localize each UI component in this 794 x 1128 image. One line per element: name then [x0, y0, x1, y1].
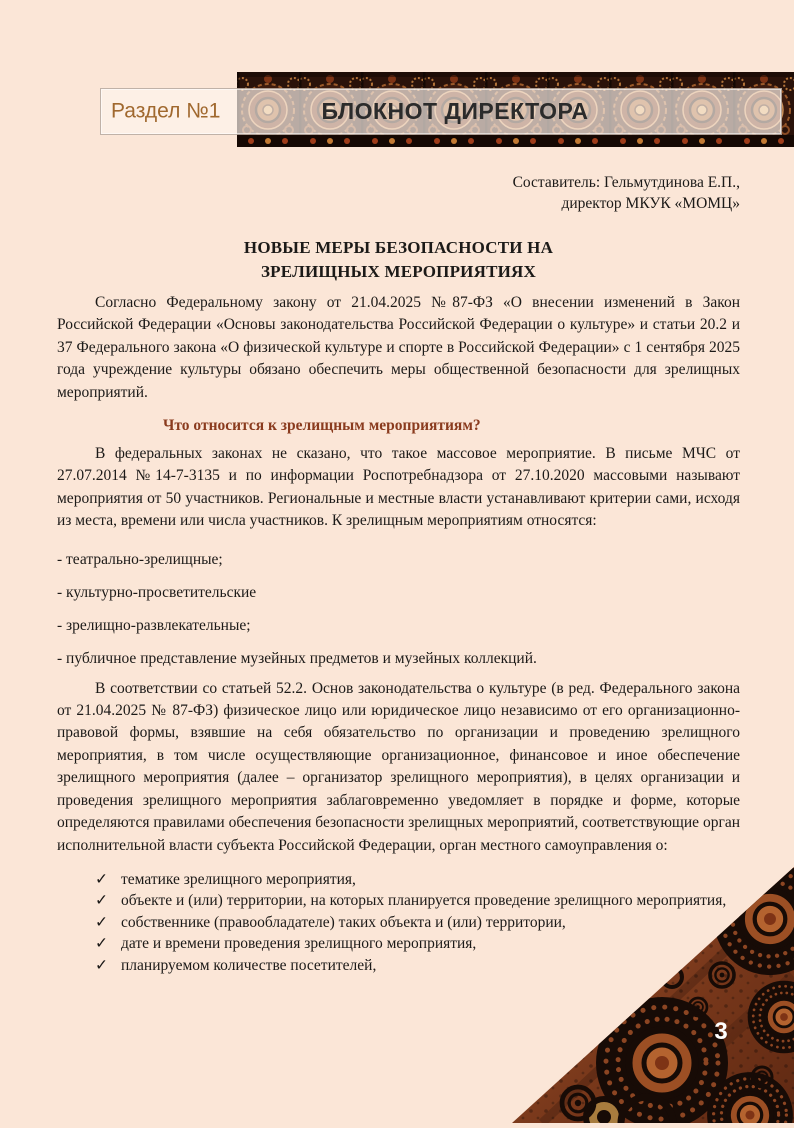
paragraph: В соответствии со статьей 52.2. Основ законодательства о культуре (в ред. Федерального закона от 21.04.2025 № 87-ФЗ) физическое лицо или юридическое лицо независимо от его организационно-правовой формы, взявшие на себя обязательство по организации и проведению зрелищного мероприятия, в том числе осуществляющие организационное, финансовое и иное обеспечение зрелищного мероприятия (далее – организатор зрелищного мероприятия), в целях организации и проведения зрелищного мероприятия заблаговременно уведомляет в порядке и форме, которые определяются правилами обеспечения безопасности зрелищных мероприятий, соответствующие орган исполнительной власти субъекта Российской Федерации, орган местного самоуправления о: — [57, 679, 740, 854]
paragraph: В федеральных законах не сказано, что такое массовое мероприятие. В письме МЧС от 27.07.2014 №14-7-3135 и по информации Роспотребнадзора от 27.10.2020 массовыми называют мероприятия от 50 участников. Региональные и местные власти устанавливают критерии сами, исходя из места, времени или числа участников. К зрелищным мероприятиям относятся: — [57, 445, 740, 530]
list-item-text: объекте и (или) территории, на которых планируется проведение зрелищного мероприятия, — [121, 892, 727, 910]
byline — [57, 172, 740, 214]
byline-line: Составитель: Гельмутдинова Е.П., — [512, 174, 740, 191]
paragraph: Согласно Федеральному закону от 21.04.2025 №87-ФЗ «О внесении изменений в Закон Российской Федерации «Основы законодательства Российской Федерации о культуре» и статьи 20.2 и 37 Федерального закона «О физической культуре и спорте в Российской Федерации» с 1 сентября 2025 года учреждение культуры обязано обеспечить меры общественной безопасности для зрелищных мероприятий. — [57, 294, 740, 401]
byline-line: директор МКУК «МОМЦ» — [561, 195, 740, 212]
page-title: БЛОКНОТ ДИРЕКТОРА — [321, 97, 589, 124]
section-label: Раздел №1 — [111, 99, 221, 123]
ornament-corner-image — [512, 867, 794, 1123]
list-item-text: тематике зрелищного мероприятия, — [121, 870, 356, 888]
list-item-text: дате и времени проведения зрелищного мероприятия, — [121, 935, 477, 953]
check-icon: ✓ — [95, 891, 108, 910]
check-icon: ✓ — [95, 912, 108, 931]
subheading: Что относится к зрелищным мероприятиям? — [163, 417, 481, 435]
check-icon: ✓ — [95, 869, 108, 888]
ethnic-pattern-corner-icon — [512, 867, 794, 1123]
article-title-line: ЗРЕЛИЩНЫХ МЕРОПРИЯТИЯХ — [261, 262, 536, 281]
dash-list — [57, 549, 740, 670]
page-number: 3 — [714, 1018, 728, 1045]
list-item: - зрелищно-развлекательные; — [57, 616, 251, 634]
check-icon: ✓ — [95, 955, 108, 974]
list-item-text: собственнике (правообладателе) таких объекта и (или) территории, — [121, 913, 566, 931]
document-content — [57, 0, 740, 976]
list-item-text: планируемом количестве посетителей, — [121, 956, 377, 974]
article-title-line: НОВЫЕ МЕРЫ БЕЗОПАСНОСТИ НА — [243, 238, 554, 257]
article-title — [57, 236, 740, 284]
list-item: - театрально-зрелищные; — [57, 550, 223, 568]
check-icon: ✓ — [95, 934, 108, 953]
list-item: - культурно-просветительские — [57, 583, 257, 601]
list-item: - публичное представление музейных предметов и музейных коллекций. — [57, 649, 537, 667]
